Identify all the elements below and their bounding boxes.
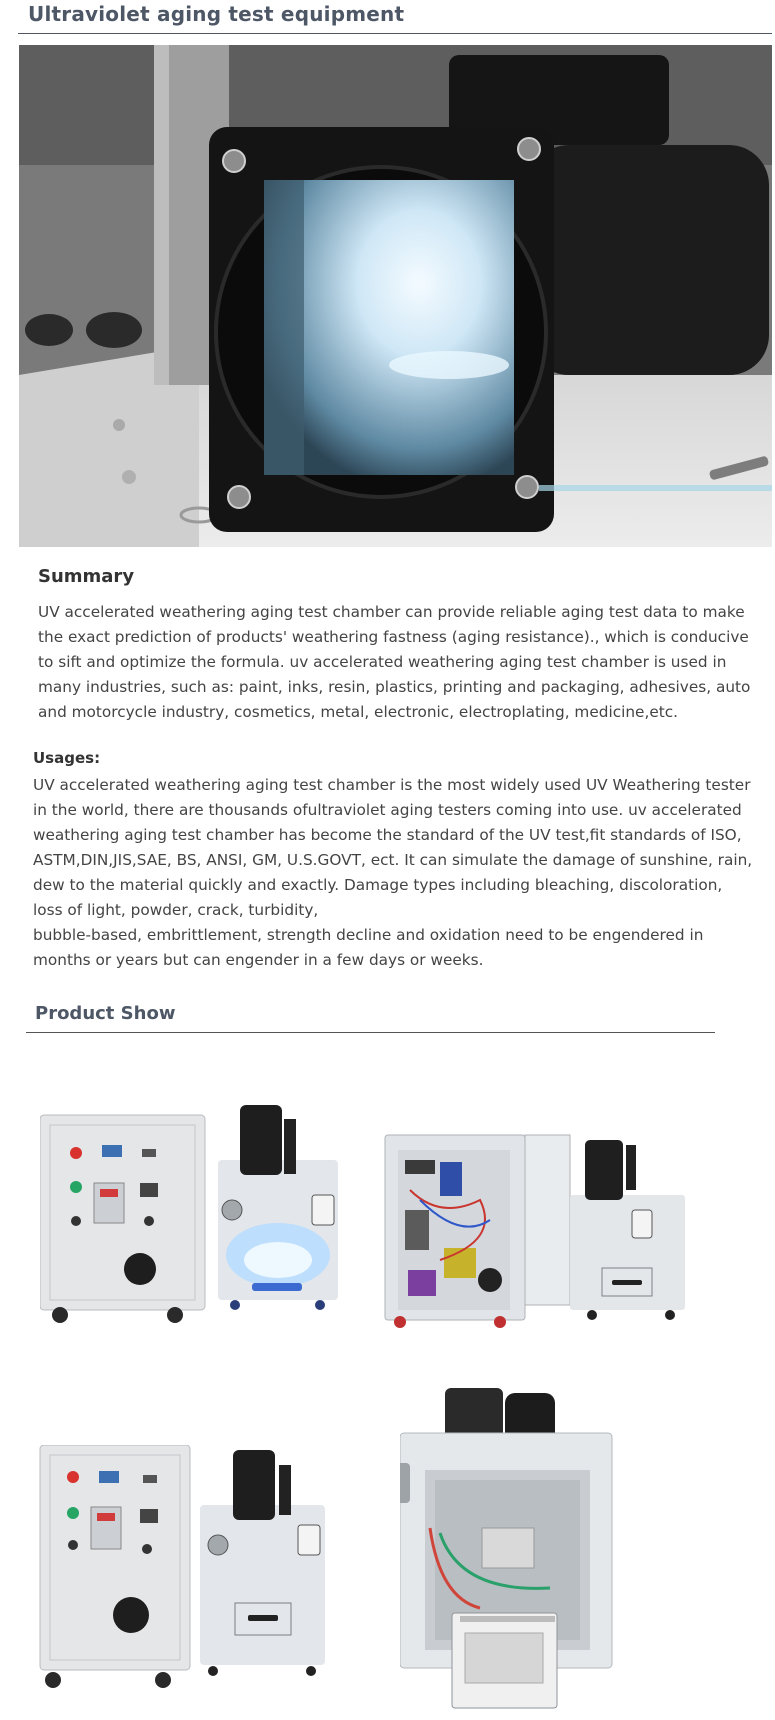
- usages-paragraph: UV accelerated weathering aging test chamber is the most widely used UV Weathering tester in the world, there are thousands ofultraviolet aging testers coming into use. uv accelerated weathering aging test chamber has become the standard of the UV test,fit standards of ISO, ASTM,DIN,JIS,SAE, BS, ANSI, GM, U.S.GOVT, ect. It can simulate the damage of sunshine, rain, dew to the material quickly and exactly. Damage types including bleaching, discoloration, loss of light, powder, crack, turbidity,: [33, 776, 753, 919]
- usages-text: [33, 773, 755, 973]
- usages-paragraph: bubble-based, embrittlement, strength decline and oxidation need to be engendered in months or years but can engender in a few days or weeks.: [33, 926, 704, 969]
- title-divider: [18, 33, 772, 34]
- hero-photo-uv-lamp: [19, 45, 772, 547]
- page-title: Ultraviolet aging test equipment: [28, 2, 405, 26]
- product-photo-cabinet-and-uv-unit: [35, 1445, 375, 1695]
- summary-heading: Summary: [38, 566, 135, 587]
- product-photo-chamber-interior: [400, 1388, 695, 1720]
- usages-heading: Usages:: [33, 749, 101, 767]
- product-photo-open-cabinet-and-unit: [380, 1100, 715, 1350]
- product-show-divider: [26, 1032, 715, 1033]
- product-photo-cabinet-and-uv-unit-glowing: [40, 1105, 370, 1335]
- product-show-heading: Product Show: [35, 1003, 176, 1024]
- summary-text: UV accelerated weathering aging test chamber can provide reliable aging test data to make the exact prediction of products' weathering fastness (aging resistance)., which is conducive to sift and optimize the formula. uv accelerated weathering aging test chamber is used in many industries, such as: paint, inks, resin, plastics, printing and packaging, adhesives, auto and motorcycle industry, cosmetics, metal, electronic, electroplating, medicine,etc.: [38, 603, 751, 721]
